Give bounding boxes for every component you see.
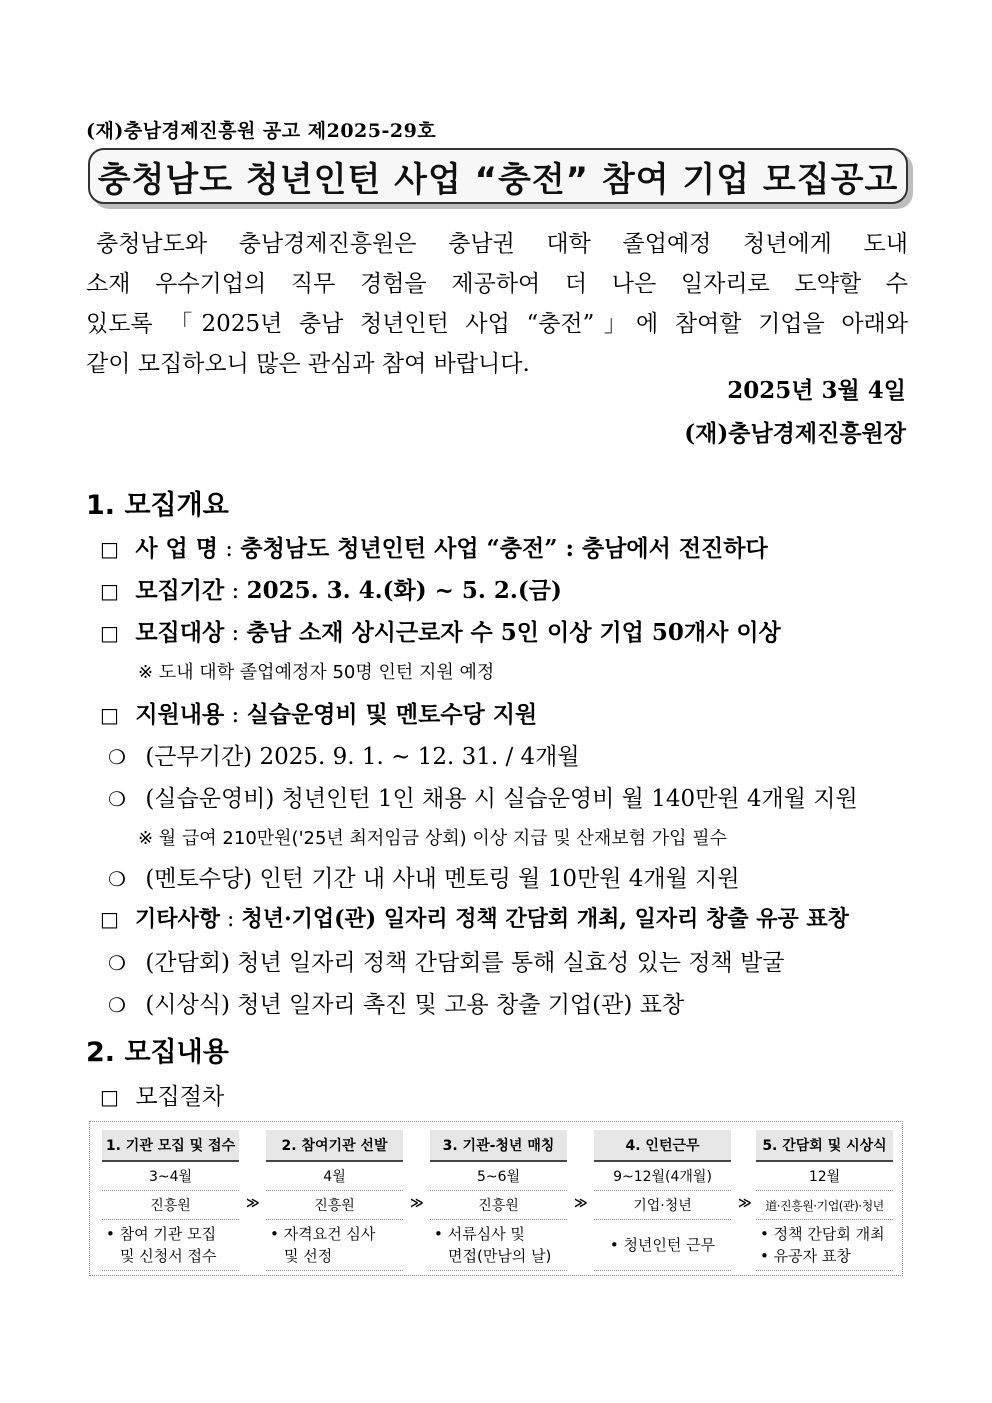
step-bullet: • 서류심사 및 xyxy=(434,1225,525,1243)
overview-item-period xyxy=(100,572,562,605)
item-sep: : xyxy=(231,702,240,728)
procedure-step xyxy=(594,1130,731,1271)
support-detail-text: (실습운영비) 청년인턴 1인 채용 시 실습운영비 월 140만원 4개월 지원 xyxy=(145,786,858,812)
step-period: 9~12월(4개월) xyxy=(594,1162,731,1191)
item-sep: : xyxy=(231,578,240,604)
item-value: 실습운영비 및 멘토수당 지원 xyxy=(246,701,538,728)
step-bullet: • 자격요건 심사 xyxy=(270,1225,376,1243)
other-detail xyxy=(108,986,684,1019)
step-detail xyxy=(594,1220,731,1271)
item-label: 지원내용 xyxy=(135,701,225,728)
step-period: 3~4월 xyxy=(102,1162,239,1191)
step-period: 5~6월 xyxy=(430,1162,567,1191)
circle-bullet-icon: ❍ xyxy=(108,993,126,1017)
arrow-right-icon: ≫ xyxy=(574,1196,588,1211)
target-note: ※ 도내 대학 졸업예정자 50명 인턴 지원 예정 xyxy=(138,662,495,683)
intro-line: 소재 우수기업의 직무 경험을 제공하여 더 나은 일자리로 도약할 수 xyxy=(86,271,908,297)
item-sep: : xyxy=(227,907,235,932)
notice-date: 2025년 3월 4일 xyxy=(727,377,906,404)
section-title: 1. 모집개요 xyxy=(86,490,229,521)
circle-bullet-icon: ❍ xyxy=(108,787,126,811)
step-actor: 기업·청년 xyxy=(594,1191,731,1220)
procedure-step xyxy=(266,1130,403,1271)
item-value: 2025. 3. 4.(화) ~ 5. 2.(금) xyxy=(246,577,562,604)
circle-bullet-icon: ❍ xyxy=(108,745,126,769)
section-title: 2. 모집내용 xyxy=(86,1037,229,1068)
intro-line: 같이 모집하오니 많은 관심과 참여 바랍니다. xyxy=(86,351,530,377)
step-bullet: 면접(만남의 날) xyxy=(448,1247,552,1265)
intro-paragraph xyxy=(86,224,908,384)
step-actor: 진흥원 xyxy=(430,1191,567,1220)
item-value: 충남 소재 상시근로자 수 5인 이상 기업 50개사 이상 xyxy=(246,619,781,646)
step-title: 1. 기관 모집 및 접수 xyxy=(102,1130,239,1162)
procedure-step xyxy=(102,1130,239,1271)
step-actor: 진흥원 xyxy=(102,1191,239,1220)
intro-line: 있도록 「2025년 충남 청년인턴 사업 “충전”」에 참여할 기업을 아래와 xyxy=(86,311,908,337)
intro-line: 충청남도와 충남경제진흥원은 충남권 대학 졸업예정 청년에게 도내 xyxy=(96,231,908,257)
support-detail xyxy=(108,860,740,893)
step-detail xyxy=(430,1220,567,1271)
step-bullet: • 유공자 표창 xyxy=(760,1247,851,1265)
step-actor: 道·진흥원·기업(관)·청년 xyxy=(756,1191,893,1220)
procedure-subtitle-text: 모집절차 xyxy=(135,1084,225,1110)
step-bullet: • 정책 간담회 개최 xyxy=(760,1225,885,1243)
step-period: 12월 xyxy=(756,1162,893,1191)
item-sep: : xyxy=(225,536,234,562)
signer: (재)충남경제진흥원장 xyxy=(684,420,906,447)
square-bullet-icon: □ xyxy=(100,1085,119,1109)
page-title: 충청남도 청년인턴 사업 “충전” 참여 기업 모집공고 xyxy=(97,159,899,200)
support-detail-text: (근무기간) 2025. 9. 1. ~ 12. 31. / 4개월 xyxy=(145,744,580,770)
circle-bullet-icon: ❍ xyxy=(108,951,126,975)
square-bullet-icon: □ xyxy=(100,579,119,603)
overview-item-other xyxy=(100,902,849,933)
procedure-subtitle xyxy=(100,1078,224,1111)
item-value: 충청남도 청년인턴 사업 “충전” : 충남에서 전진하다 xyxy=(240,535,768,562)
item-sep: : xyxy=(231,620,240,646)
step-detail xyxy=(756,1220,893,1271)
other-detail-text: (간담회) 청년 일자리 정책 간담회를 통해 실효성 있는 정책 발굴 xyxy=(145,950,785,976)
overview-item-target xyxy=(100,614,781,647)
overview-item-name xyxy=(100,530,768,563)
step-bullet: • 청년인턴 근무 xyxy=(609,1236,716,1254)
support-detail xyxy=(108,780,858,813)
step-bullet: • 참여 기관 모집 xyxy=(106,1225,217,1243)
step-detail xyxy=(102,1220,239,1271)
item-label: 모집기간 xyxy=(135,577,225,604)
support-detail-text: (멘토수당) 인턴 기간 내 사내 멘토링 월 10만원 4개월 지원 xyxy=(145,866,740,892)
procedure-flow xyxy=(89,1121,903,1276)
arrow-right-icon: ≫ xyxy=(410,1196,424,1211)
step-bullet: 및 신청서 접수 xyxy=(120,1247,217,1265)
wage-note: ※ 월 급여 210만원('25년 최저임금 상회) 이상 지급 및 산재보험 가입 필수 xyxy=(138,828,727,849)
other-detail xyxy=(108,944,785,977)
procedure-step xyxy=(430,1130,567,1271)
arrow-right-icon: ≫ xyxy=(738,1196,752,1211)
square-bullet-icon: □ xyxy=(100,907,119,931)
square-bullet-icon: □ xyxy=(100,621,119,645)
overview-item-support xyxy=(100,696,537,729)
square-bullet-icon: □ xyxy=(100,703,119,727)
notice-number: (재)충남경제진흥원 공고 제2025-29호 xyxy=(86,120,437,142)
other-detail-text: (시상식) 청년 일자리 촉진 및 고용 창출 기업(관) 표창 xyxy=(145,992,685,1018)
step-title: 5. 간담회 및 시상식 xyxy=(756,1130,893,1162)
arrow-right-icon: ≫ xyxy=(246,1196,260,1211)
step-actor: 진흥원 xyxy=(266,1191,403,1220)
square-bullet-icon: □ xyxy=(100,537,119,561)
step-title: 2. 참여기관 선발 xyxy=(266,1130,403,1162)
step-title: 4. 인턴근무 xyxy=(594,1130,731,1162)
circle-bullet-icon: ❍ xyxy=(108,867,126,891)
step-detail xyxy=(266,1220,403,1271)
item-label: 모집대상 xyxy=(135,619,225,646)
item-label: 기타사항 xyxy=(135,906,221,932)
item-value: 청년·기업(관) 일자리 정책 간담회 개최, 일자리 창출 유공 표창 xyxy=(241,906,849,932)
step-title: 3. 기관-청년 매칭 xyxy=(430,1130,567,1162)
support-detail xyxy=(108,738,580,771)
step-bullet: 및 선정 xyxy=(284,1247,333,1265)
item-label: 사 업 명 xyxy=(135,535,218,562)
title-box xyxy=(88,148,908,204)
procedure-step xyxy=(756,1130,893,1271)
step-period: 4월 xyxy=(266,1162,403,1191)
